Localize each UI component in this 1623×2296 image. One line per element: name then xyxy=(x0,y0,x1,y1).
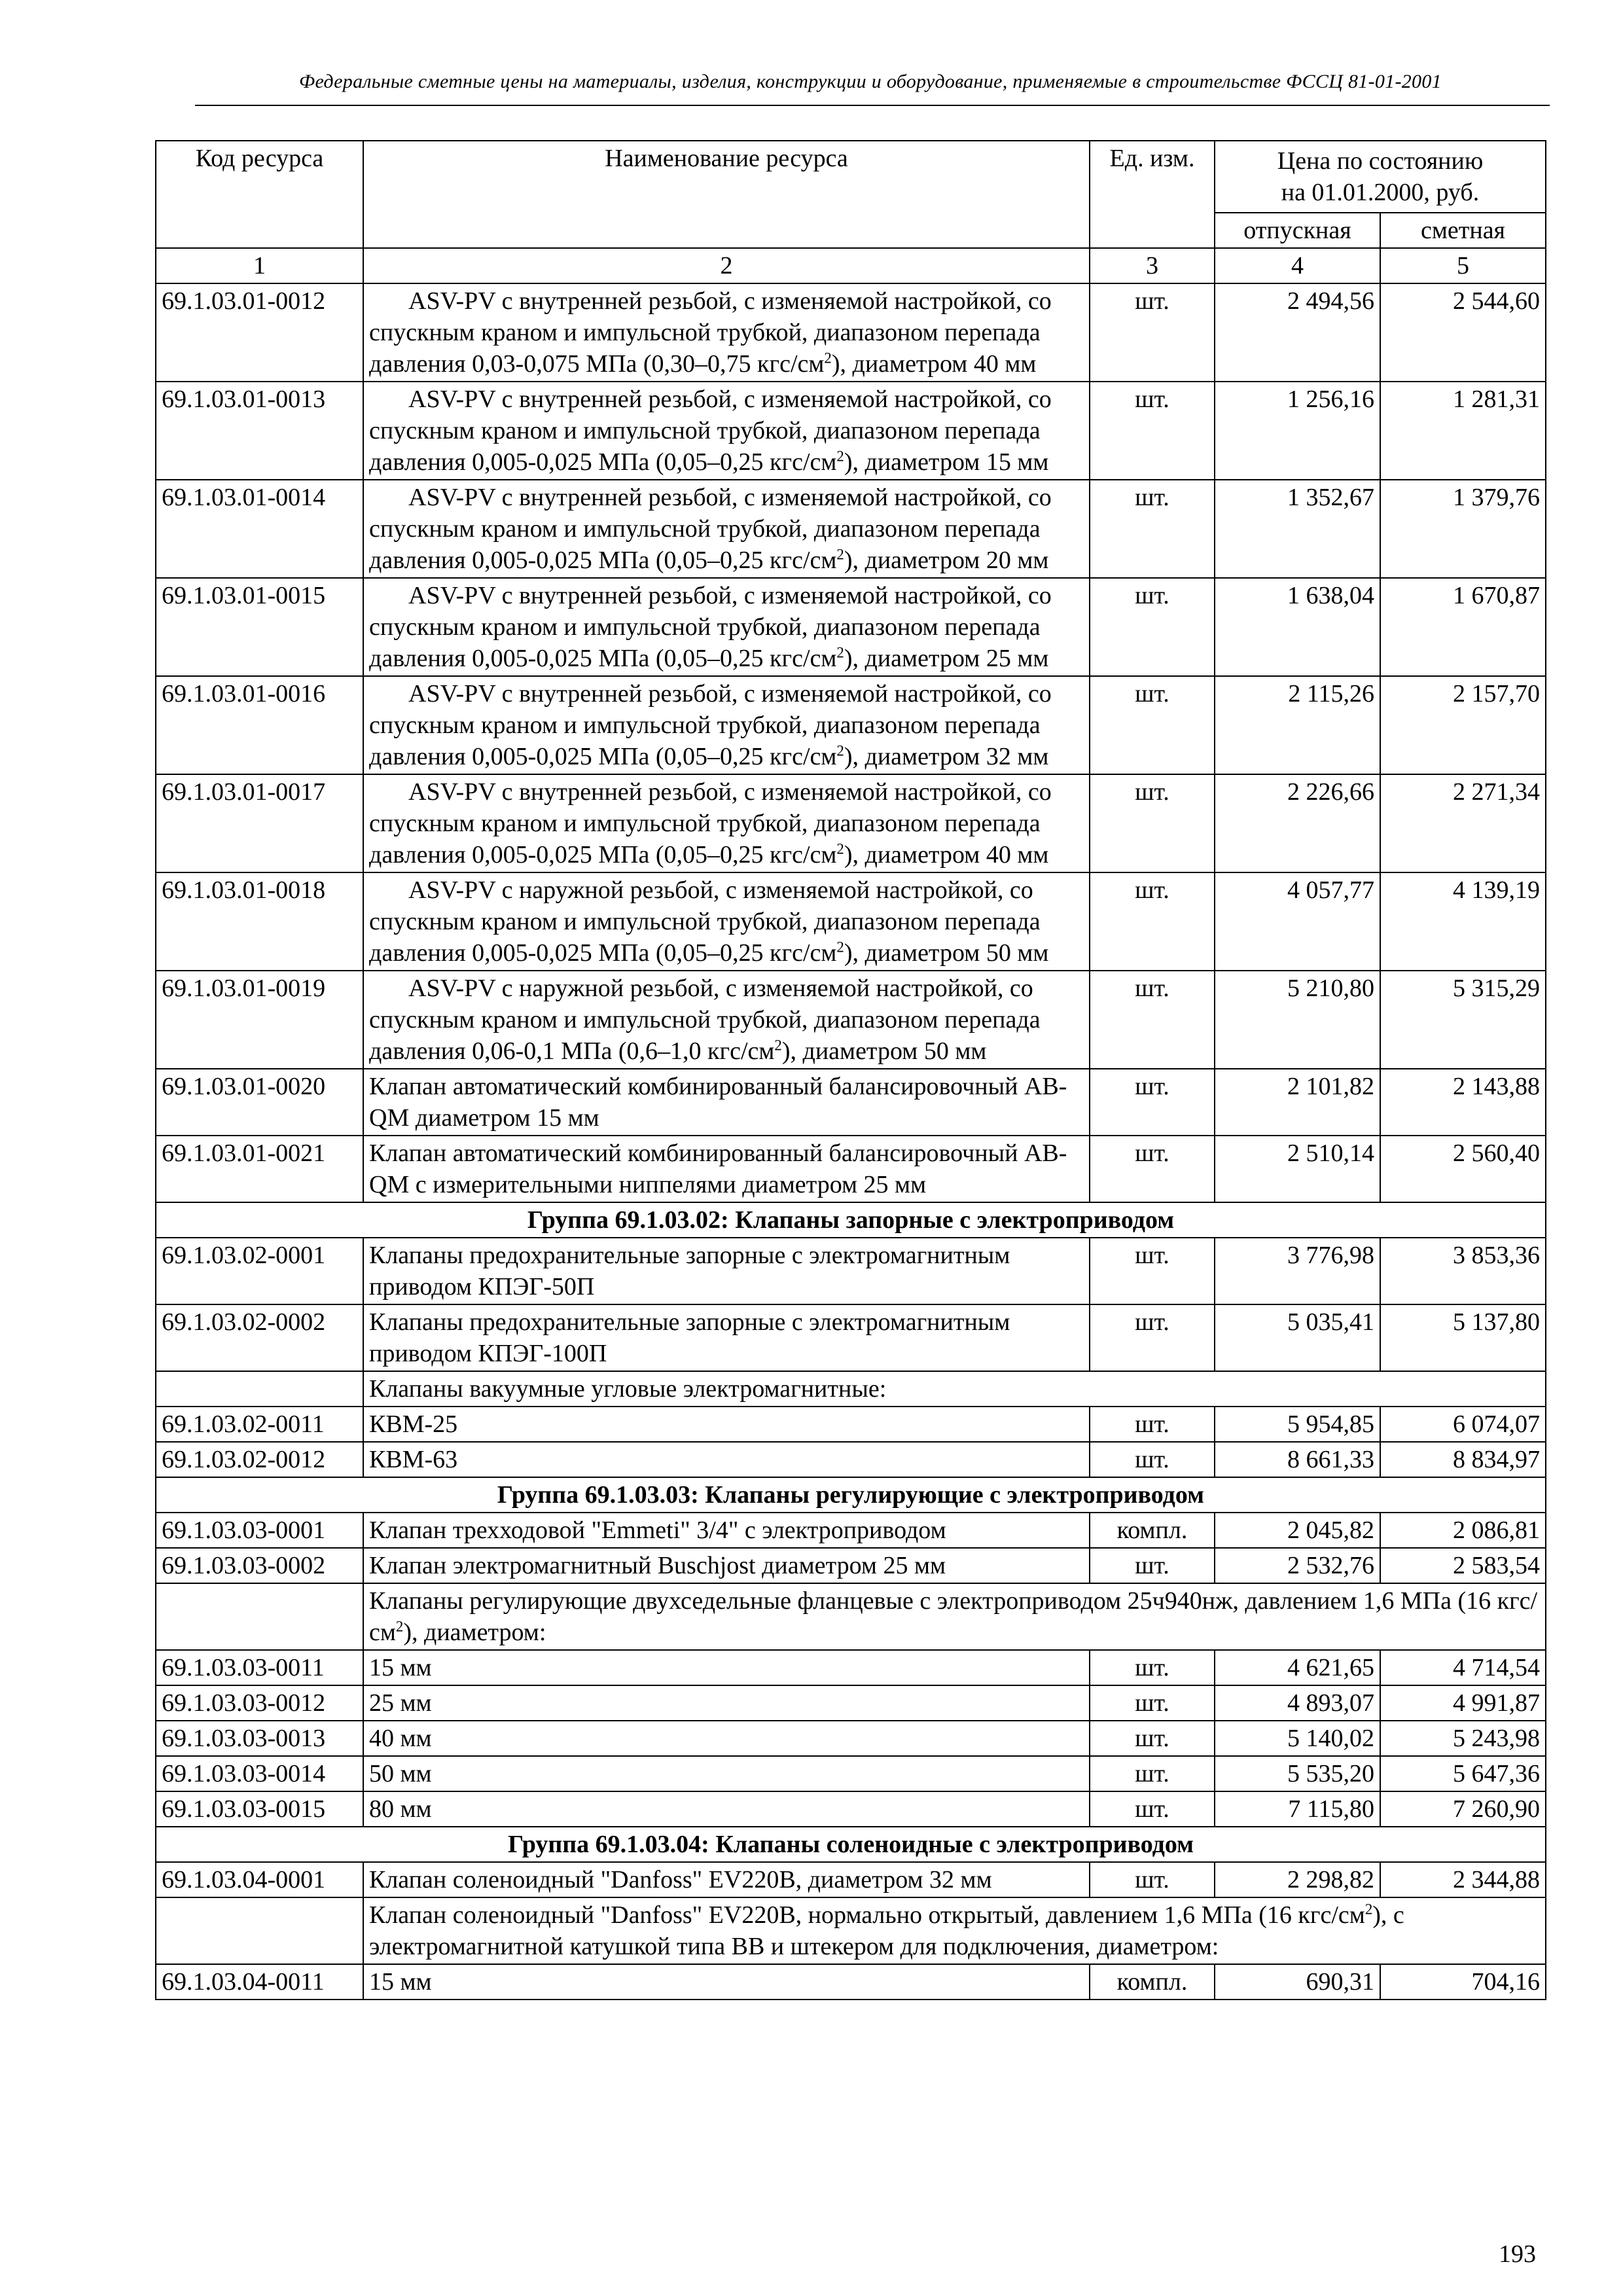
item-name-text xyxy=(369,1552,946,1579)
price-estimate: 4 991,87 xyxy=(1380,1685,1546,1721)
resource-name xyxy=(363,774,1090,872)
price-release: 5 035,41 xyxy=(1215,1304,1380,1371)
price-estimate: 1 379,76 xyxy=(1380,480,1546,578)
item-name-main: Клапан трехходовой "Emmeti" 3/4" с электроприводом xyxy=(369,1516,946,1544)
note-text: Клапаны вакуумные угловые электромагнитные: xyxy=(369,1375,887,1403)
resource-name xyxy=(363,1442,1090,1477)
item-name-main: КВМ-25 xyxy=(369,1410,458,1438)
unit-of-measure: шт. xyxy=(1090,1721,1215,1756)
item-name-main: Клапан соленоидный "Danfoss" EV220B, диаметром 32 мм xyxy=(369,1866,992,1893)
item-name-main: Клапаны предохранительные запорные с электромагнитным приводом КПЭГ-50П xyxy=(369,1242,1010,1300)
header-code: Код ресурса xyxy=(156,141,363,248)
column-number-row xyxy=(156,248,1546,283)
col-num-5: 5 xyxy=(1380,248,1546,283)
table-row xyxy=(156,1136,1546,1202)
table-row xyxy=(156,1407,1546,1442)
table-row xyxy=(156,1862,1546,1897)
resource-code: 69.1.03.02-0011 xyxy=(156,1407,363,1442)
unit-of-measure: шт. xyxy=(1090,283,1215,382)
item-name-text xyxy=(369,1725,432,1752)
table-row xyxy=(156,1238,1546,1304)
unit-of-measure: шт. xyxy=(1090,971,1215,1069)
header-rule xyxy=(195,105,1550,106)
resource-code: 69.1.03.03-0002 xyxy=(156,1548,363,1583)
superscript: 2 xyxy=(836,742,844,759)
item-name-text xyxy=(369,975,1041,1065)
item-name-text xyxy=(369,876,1048,967)
unit-of-measure: шт. xyxy=(1090,1685,1215,1721)
resource-code: 69.1.03.03-0011 xyxy=(156,1650,363,1685)
table-row xyxy=(156,1685,1546,1721)
price-release: 2 298,82 xyxy=(1215,1862,1380,1897)
resource-name xyxy=(363,283,1090,382)
item-name-text xyxy=(369,1866,992,1893)
price-estimate: 2 583,54 xyxy=(1380,1548,1546,1583)
group-note xyxy=(363,1371,1546,1407)
col-num-1: 1 xyxy=(156,248,363,283)
resource-code: 69.1.03.01-0018 xyxy=(156,872,363,971)
item-name-text xyxy=(369,1308,1010,1367)
unit-of-measure: шт. xyxy=(1090,1442,1215,1477)
resource-name xyxy=(363,480,1090,578)
unit-of-measure: шт. xyxy=(1090,1756,1215,1791)
superscript: 2 xyxy=(836,939,844,956)
item-name-text xyxy=(369,1516,946,1544)
price-estimate: 6 074,07 xyxy=(1380,1407,1546,1442)
price-release: 2 101,82 xyxy=(1215,1069,1380,1136)
resource-name xyxy=(363,1964,1090,2000)
price-release: 4 893,07 xyxy=(1215,1685,1380,1721)
item-name-main: 40 мм xyxy=(369,1725,432,1752)
resource-name xyxy=(363,1721,1090,1756)
unit-of-measure: шт. xyxy=(1090,1069,1215,1136)
item-name-tail: ), диаметром 20 мм xyxy=(844,547,1049,574)
resource-code: 69.1.03.04-0011 xyxy=(156,1964,363,2000)
resource-code: 69.1.03.01-0015 xyxy=(156,578,363,676)
table-row xyxy=(156,774,1546,872)
item-name-text xyxy=(369,1073,1067,1132)
item-name-tail: ), диаметром 40 мм xyxy=(844,841,1049,869)
table-row xyxy=(156,1650,1546,1685)
resource-name xyxy=(363,1685,1090,1721)
price-estimate: 4 139,19 xyxy=(1380,872,1546,971)
price-estimate: 7 260,90 xyxy=(1380,1791,1546,1827)
item-name-tail: ), диаметром 50 мм xyxy=(844,939,1049,967)
superscript: 2 xyxy=(836,840,844,857)
price-release: 1 638,04 xyxy=(1215,578,1380,676)
table-row xyxy=(156,1721,1546,1756)
table-header-row xyxy=(156,141,1546,213)
unit-of-measure: шт. xyxy=(1090,774,1215,872)
resource-code: 69.1.03.01-0014 xyxy=(156,480,363,578)
item-name-main: 25 мм xyxy=(369,1689,432,1717)
table-row xyxy=(156,382,1546,480)
table-row xyxy=(156,578,1546,676)
table-row xyxy=(156,1304,1546,1371)
col-num-3: 3 xyxy=(1090,248,1215,283)
price-release: 3 776,98 xyxy=(1215,1238,1380,1304)
item-name-text xyxy=(369,1242,1010,1300)
table-row xyxy=(156,1756,1546,1791)
col-num-2: 2 xyxy=(363,248,1090,283)
price-release: 5 210,80 xyxy=(1215,971,1380,1069)
resource-code: 69.1.03.01-0012 xyxy=(156,283,363,382)
resource-name xyxy=(363,1862,1090,1897)
table-row xyxy=(156,971,1546,1069)
resource-name xyxy=(363,1791,1090,1827)
note-tail: ), диаметром: xyxy=(403,1619,546,1646)
price-estimate: 2 544,60 xyxy=(1380,283,1546,382)
resource-name xyxy=(363,1756,1090,1791)
resource-code: 69.1.03.01-0021 xyxy=(156,1136,363,1202)
price-estimate: 4 714,54 xyxy=(1380,1650,1546,1685)
item-name-main: ASV-PV с внутренней резьбой, с изменяемой настройкой, со спускным краном и импульсной трубкой, диапазоном перепада давления 0,005-0,025 МПа (0,05–0,25 кгс/см xyxy=(369,582,1052,672)
unit-of-measure: компл. xyxy=(1090,1964,1215,2000)
unit-of-measure: шт. xyxy=(1090,676,1215,774)
superscript: 2 xyxy=(836,644,844,661)
price-release: 1 256,16 xyxy=(1215,382,1380,480)
resource-code: 69.1.03.01-0019 xyxy=(156,971,363,1069)
superscript: 2 xyxy=(1364,1901,1373,1918)
item-name-tail: ), диаметром 15 мм xyxy=(844,448,1049,476)
note-row xyxy=(156,1371,1546,1407)
item-name-text xyxy=(369,1410,457,1438)
resource-code: 69.1.03.04-0001 xyxy=(156,1862,363,1897)
resource-code: 69.1.03.01-0020 xyxy=(156,1069,363,1136)
unit-of-measure: шт. xyxy=(1090,1238,1215,1304)
resource-name xyxy=(363,1238,1090,1304)
item-name-tail: ), диаметром 40 мм xyxy=(831,350,1037,378)
unit-of-measure: шт. xyxy=(1090,1650,1215,1685)
item-name-main: ASV-PV с внутренней резьбой, с изменяемой настройкой, со спускным краном и импульсной трубкой, диапазоном перепада давления 0,005-0,025 МПа (0,05–0,25 кгс/см xyxy=(369,386,1052,476)
resource-name xyxy=(363,1407,1090,1442)
price-release: 2 494,56 xyxy=(1215,283,1380,382)
price-estimate: 5 315,29 xyxy=(1380,971,1546,1069)
price-release: 2 045,82 xyxy=(1215,1513,1380,1548)
resource-code: 69.1.03.03-0001 xyxy=(156,1513,363,1548)
note-code-empty xyxy=(156,1583,363,1650)
header-price: Цена по состоянию на 01.01.2000, руб. xyxy=(1215,141,1546,213)
price-estimate: 2 143,88 xyxy=(1380,1069,1546,1136)
price-estimate: 5 647,36 xyxy=(1380,1756,1546,1791)
note-code-empty xyxy=(156,1897,363,1964)
price-release: 5 140,02 xyxy=(1215,1721,1380,1756)
header-price-estimate: сметная xyxy=(1380,213,1546,248)
group-header-row xyxy=(156,1202,1546,1238)
item-name-text xyxy=(369,1689,432,1717)
price-estimate: 1 281,31 xyxy=(1380,382,1546,480)
item-name-main: ASV-PV с внутренней резьбой, с изменяемой настройкой, со спускным краном и импульсной трубкой, диапазоном перепада давления 0,005-0,025 МПа (0,05–0,25 кгс/см xyxy=(369,680,1052,770)
resource-name xyxy=(363,1513,1090,1548)
item-name-main: ASV-PV с внутренней резьбой, с изменяемой настройкой, со спускным краном и импульсной трубкой, диапазоном перепада давления 0,03-0,075 МПа (0,30–0,75 кгс/см xyxy=(369,287,1052,378)
item-name-tail: ), диаметром 25 мм xyxy=(844,645,1049,672)
resource-code: 69.1.03.01-0017 xyxy=(156,774,363,872)
item-name-main: ASV-PV с наружной резьбой, с изменяемой настройкой, со спускным краном и импульсной трубкой, диапазоном перепада давления 0,06-0,1 МПа (0,6–1,0 кгс/см xyxy=(369,975,1041,1065)
price-release: 4 621,65 xyxy=(1215,1650,1380,1685)
price-estimate: 5 137,80 xyxy=(1380,1304,1546,1371)
resource-name xyxy=(363,676,1090,774)
group-note xyxy=(363,1897,1546,1964)
header-name: Наименование ресурса xyxy=(363,141,1090,248)
item-name-text xyxy=(369,484,1052,574)
item-name-text xyxy=(369,1654,432,1681)
unit-of-measure: шт. xyxy=(1090,872,1215,971)
resource-name xyxy=(363,382,1090,480)
item-name-main: 15 мм xyxy=(369,1968,432,1996)
price-release: 7 115,80 xyxy=(1215,1791,1380,1827)
item-name-text xyxy=(369,778,1052,869)
unit-of-measure: шт. xyxy=(1090,1548,1215,1583)
table-row xyxy=(156,676,1546,774)
price-release: 690,31 xyxy=(1215,1964,1380,2000)
group-title: Группа 69.1.03.02: Клапаны запорные с электроприводом xyxy=(156,1202,1546,1238)
note-row xyxy=(156,1583,1546,1650)
group-title: Группа 69.1.03.03: Клапаны регулирующие с электроприводом xyxy=(156,1477,1546,1513)
price-estimate: 5 243,98 xyxy=(1380,1721,1546,1756)
price-estimate: 1 670,87 xyxy=(1380,578,1546,676)
col-num-4: 4 xyxy=(1215,248,1380,283)
item-name-tail: ), диаметром 50 мм xyxy=(781,1037,987,1065)
resource-code: 69.1.03.03-0012 xyxy=(156,1685,363,1721)
item-name-main: ASV-PV с наружной резьбой, с изменяемой настройкой, со спускным краном и импульсной трубкой, диапазоном перепада давления 0,005-0,025 МПа (0,05–0,25 кгс/см xyxy=(369,876,1041,967)
price-release: 2 510,14 xyxy=(1215,1136,1380,1202)
resource-name xyxy=(363,971,1090,1069)
unit-of-measure: шт. xyxy=(1090,1862,1215,1897)
unit-of-measure: шт. xyxy=(1090,1791,1215,1827)
price-release: 2 115,26 xyxy=(1215,676,1380,774)
item-name-text xyxy=(369,1760,432,1787)
note-text: Клапаны регулирующие двухседельные фланцевые с электроприводом 25ч940нж, давлением 1,6 МПа (16 кгс/см xyxy=(369,1587,1538,1646)
superscript: 2 xyxy=(824,350,832,367)
note-row xyxy=(156,1897,1546,1964)
price-estimate: 2 271,34 xyxy=(1380,774,1546,872)
item-name-text xyxy=(369,1795,432,1823)
table-row xyxy=(156,480,1546,578)
price-estimate: 3 853,36 xyxy=(1380,1238,1546,1304)
table-row xyxy=(156,1513,1546,1548)
price-release: 2 226,66 xyxy=(1215,774,1380,872)
page-header: Федеральные сметные цены на материалы, изделия, конструкции и оборудование, применяемые в строительстве ФССЦ 81-01-2001 xyxy=(299,71,1442,92)
item-name-text xyxy=(369,386,1052,476)
item-name-main: КВМ-63 xyxy=(369,1446,458,1473)
price-estimate: 704,16 xyxy=(1380,1964,1546,2000)
resource-code: 69.1.03.01-0013 xyxy=(156,382,363,480)
resource-name xyxy=(363,1069,1090,1136)
group-title: Группа 69.1.03.04: Клапаны соленоидные с электроприводом xyxy=(156,1827,1546,1862)
resource-name xyxy=(363,1136,1090,1202)
resource-code: 69.1.03.01-0016 xyxy=(156,676,363,774)
superscript: 2 xyxy=(774,1037,782,1054)
item-name-text xyxy=(369,680,1052,770)
price-release: 4 057,77 xyxy=(1215,872,1380,971)
unit-of-measure: шт. xyxy=(1090,382,1215,480)
price-release: 8 661,33 xyxy=(1215,1442,1380,1477)
table-row xyxy=(156,283,1546,382)
item-name-main: ASV-PV с внутренней резьбой, с изменяемой настройкой, со спускным краном и импульсной трубкой, диапазоном перепада давления 0,005-0,025 МПа (0,05–0,25 кгс/см xyxy=(369,778,1052,869)
resource-name xyxy=(363,1650,1090,1685)
resource-name xyxy=(363,1304,1090,1371)
table-row xyxy=(156,1964,1546,2000)
price-estimate: 2 157,70 xyxy=(1380,676,1546,774)
resource-code: 69.1.03.02-0001 xyxy=(156,1238,363,1304)
item-name-text xyxy=(369,1139,1067,1198)
unit-of-measure: компл. xyxy=(1090,1513,1215,1548)
item-name-text xyxy=(369,287,1052,378)
item-name-text xyxy=(369,582,1052,672)
price-estimate: 2 344,88 xyxy=(1380,1862,1546,1897)
item-name-main: Клапаны предохранительные запорные с электромагнитным приводом КПЭГ-100П xyxy=(369,1308,1010,1367)
table-row xyxy=(156,872,1546,971)
item-name-tail: ), диаметром 32 мм xyxy=(844,743,1049,770)
item-name-text xyxy=(369,1446,457,1473)
price-release: 2 532,76 xyxy=(1215,1548,1380,1583)
resource-code: 69.1.03.03-0015 xyxy=(156,1791,363,1827)
item-name-text xyxy=(369,1968,432,1996)
item-name-main: 50 мм xyxy=(369,1760,432,1787)
group-header-row xyxy=(156,1827,1546,1862)
unit-of-measure: шт. xyxy=(1090,480,1215,578)
resource-name xyxy=(363,1548,1090,1583)
item-name-main: 80 мм xyxy=(369,1795,432,1823)
price-release: 1 352,67 xyxy=(1215,480,1380,578)
unit-of-measure: шт. xyxy=(1090,578,1215,676)
page-number: 193 xyxy=(1499,2240,1536,2268)
price-estimate: 2 086,81 xyxy=(1380,1513,1546,1548)
table-row xyxy=(156,1791,1546,1827)
item-name-main: Клапан электромагнитный Buschjost диаметром 25 мм xyxy=(369,1552,946,1579)
item-name-main: 15 мм xyxy=(369,1654,432,1681)
superscript: 2 xyxy=(836,546,844,563)
item-name-main: ASV-PV с внутренней резьбой, с изменяемой настройкой, со спускным краном и импульсной трубкой, диапазоном перепада давления 0,005-0,025 МПа (0,05–0,25 кгс/см xyxy=(369,484,1052,574)
superscript: 2 xyxy=(836,448,844,465)
resource-code: 69.1.03.02-0012 xyxy=(156,1442,363,1477)
note-tail: ), с электромагнитной катушкой типа BB и штекером для подключения, диаметром: xyxy=(369,1901,1404,1960)
table-row xyxy=(156,1069,1546,1136)
group-header-row xyxy=(156,1477,1546,1513)
resource-code: 69.1.03.03-0014 xyxy=(156,1756,363,1791)
resource-code: 69.1.03.03-0013 xyxy=(156,1721,363,1756)
note-code-empty xyxy=(156,1371,363,1407)
resource-name xyxy=(363,872,1090,971)
header-unit: Ед. изм. xyxy=(1090,141,1215,248)
price-estimate: 8 834,97 xyxy=(1380,1442,1546,1477)
table-row xyxy=(156,1548,1546,1583)
item-name-main: Клапан автоматический комбинированный балансировочный AB- QM с измерительными ниппелями диаметром 25 мм xyxy=(369,1139,1067,1198)
price-release: 5 954,85 xyxy=(1215,1407,1380,1442)
unit-of-measure: шт. xyxy=(1090,1136,1215,1202)
price-estimate: 2 560,40 xyxy=(1380,1136,1546,1202)
superscript: 2 xyxy=(395,1618,404,1635)
resource-name xyxy=(363,578,1090,676)
group-note xyxy=(363,1583,1546,1650)
table-row xyxy=(156,1442,1546,1477)
unit-of-measure: шт. xyxy=(1090,1407,1215,1442)
resource-code: 69.1.03.02-0002 xyxy=(156,1304,363,1371)
note-text: Клапан соленоидный "Danfoss" EV220B, нормально открытый, давлением 1,6 МПа (16 кгс/см xyxy=(369,1901,1365,1929)
item-name-main: Клапан автоматический комбинированный балансировочный AB- QM диаметром 15 мм xyxy=(369,1073,1067,1132)
header-price-release: отпускная xyxy=(1215,213,1380,248)
unit-of-measure: шт. xyxy=(1090,1304,1215,1371)
price-table xyxy=(155,140,1546,2000)
price-release: 5 535,20 xyxy=(1215,1756,1380,1791)
